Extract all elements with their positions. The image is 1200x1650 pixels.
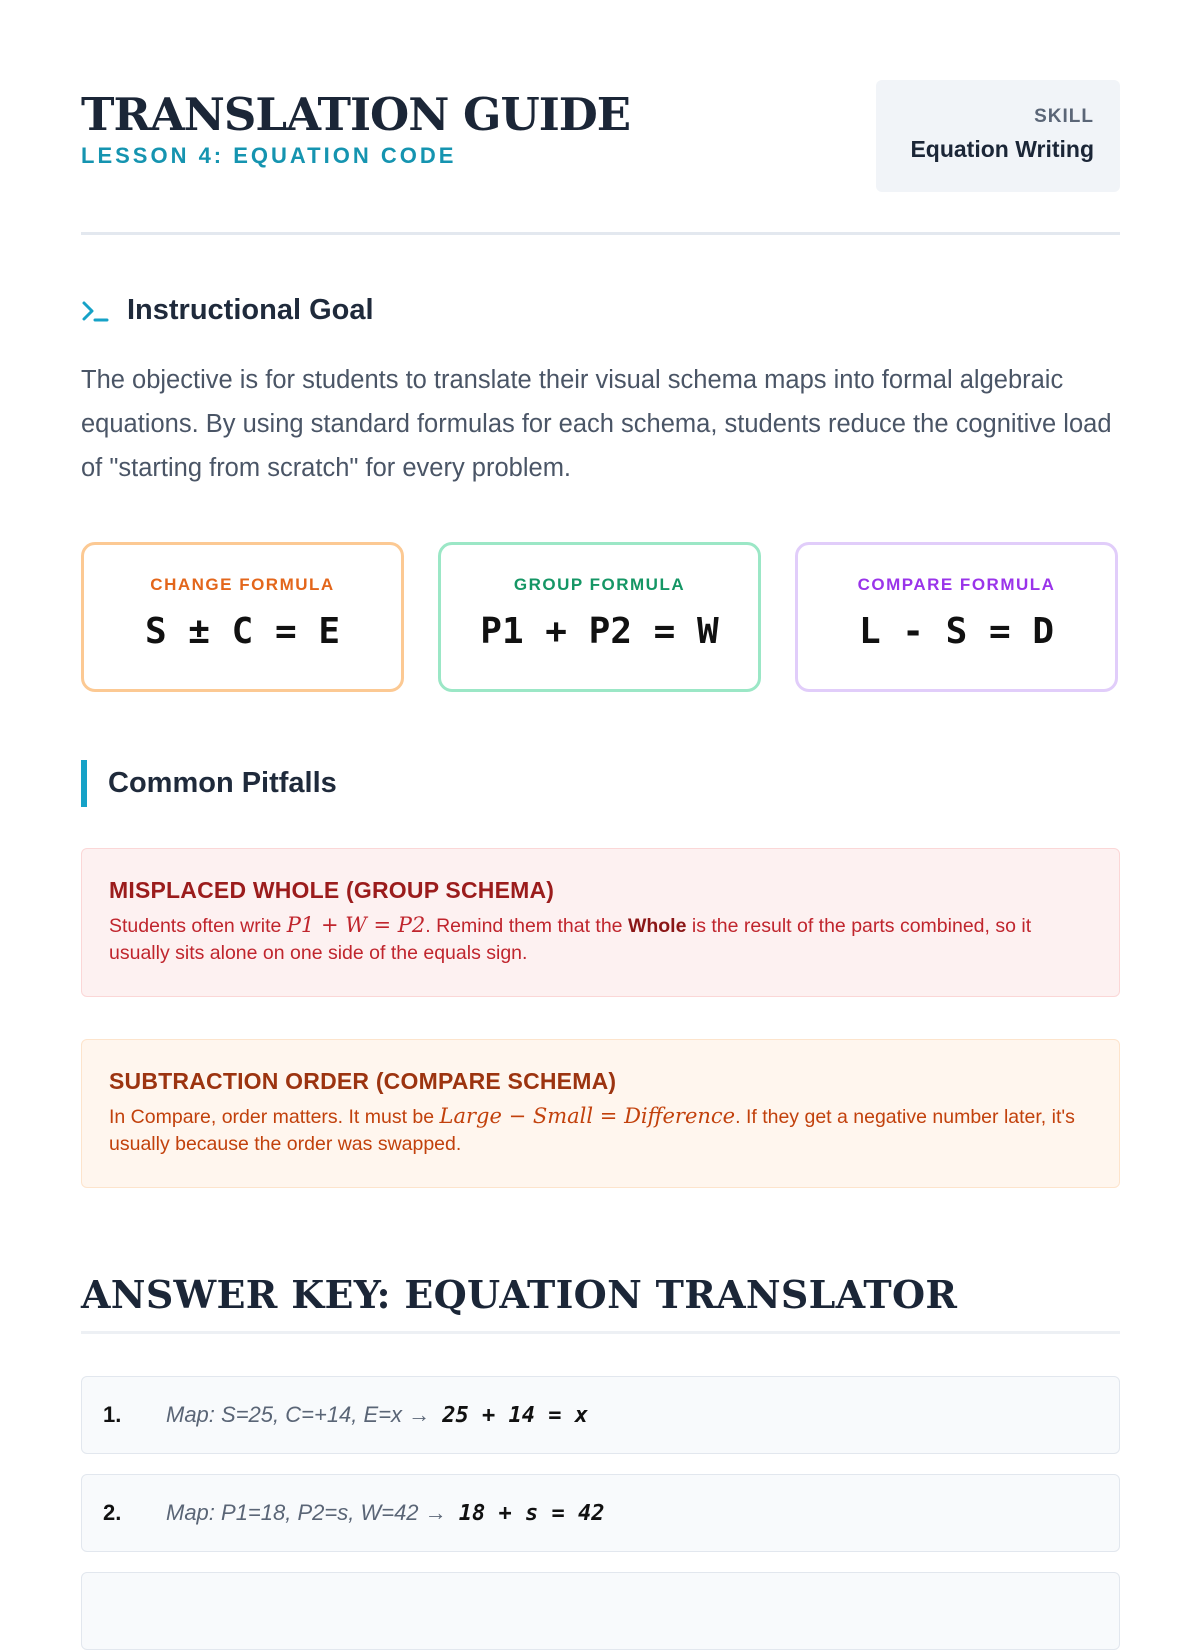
answer-key-title: ANSWER KEY: EQUATION TRANSLATOR [81, 1272, 958, 1317]
answer-map: Map: S=25, C=+14, E=x → [166, 1402, 437, 1427]
compare-formula-card [795, 542, 1118, 692]
pitfall-subtraction-order [81, 1039, 1120, 1188]
answer-equation: 25 + 14 = x [442, 1402, 588, 1428]
answer-number: 1. [103, 1402, 122, 1427]
formula-cards [81, 542, 1120, 692]
header [81, 80, 1120, 192]
change-formula-card [81, 542, 404, 692]
answer-number: 2. [103, 1500, 122, 1525]
pitfalls-title: Common Pitfalls [108, 767, 337, 799]
pitfall-title: SUBTRACTION ORDER (COMPARE SCHEMA) [109, 1068, 617, 1094]
answer-key-divider [81, 1331, 1120, 1334]
answer-row [81, 1376, 1120, 1454]
pitfall-text-part: is the result of the parts combined, so it usually sits alone on one side of the equals sign. [109, 915, 1032, 964]
terminal-prompt-icon [81, 296, 109, 326]
page-subtitle: LESSON 4: EQUATION CODE [81, 143, 457, 168]
pitfall-emphasis: Whole [627, 915, 687, 937]
pitfall-text-part: In Compare, order matters. It must be [109, 1106, 440, 1128]
formula-label: CHANGE FORMULA [150, 575, 335, 594]
goal-heading [81, 294, 374, 327]
page-title: TRANSLATION GUIDE [81, 88, 631, 141]
pitfall-title: MISPLACED WHOLE (GROUP SCHEMA) [109, 877, 555, 903]
formula-label: COMPARE FORMULA [857, 575, 1056, 594]
answer-row [81, 1572, 1120, 1650]
answer-row [81, 1474, 1120, 1552]
pitfall-text [109, 1103, 1092, 1158]
skill-label: SKILL [1034, 106, 1094, 127]
heading-accent-bar [81, 760, 87, 807]
formula-expression: L - S = D [858, 611, 1055, 652]
header-divider [81, 232, 1120, 235]
skill-badge [876, 80, 1120, 192]
answer-equation: 18 + s = 42 [458, 1500, 605, 1526]
skill-value: Equation Writing [910, 136, 1094, 162]
pitfall-misplaced-whole [81, 848, 1120, 997]
pitfall-math: P1 + W = P2 [286, 913, 426, 937]
formula-expression: P1 + P2 = W [480, 611, 719, 652]
pitfall-text [109, 912, 1092, 967]
goal-title: Instructional Goal [127, 294, 374, 326]
pitfall-text-part: . Remind them that the [425, 915, 628, 937]
formula-label: GROUP FORMULA [513, 575, 686, 594]
pitfall-text-part: Students often write [109, 915, 287, 937]
pitfall-math: Large − Small = Difference [439, 1104, 736, 1128]
formula-expression: S ± C = E [144, 611, 341, 652]
pitfall-text-part: . If they get a negative number later, it's usually because the order was swapped. [109, 1106, 1075, 1155]
answer-map: Map: P1=18, P2=s, W=42 → [166, 1500, 453, 1525]
group-formula-card [438, 542, 761, 692]
pitfalls-heading [81, 760, 337, 807]
goal-text: The objective is for students to translate their visual schema maps into formal algebraic equations. By using standard formulas for each schema, students reduce the cognitive load of "starting from scratch" for every problem. [81, 366, 1112, 482]
